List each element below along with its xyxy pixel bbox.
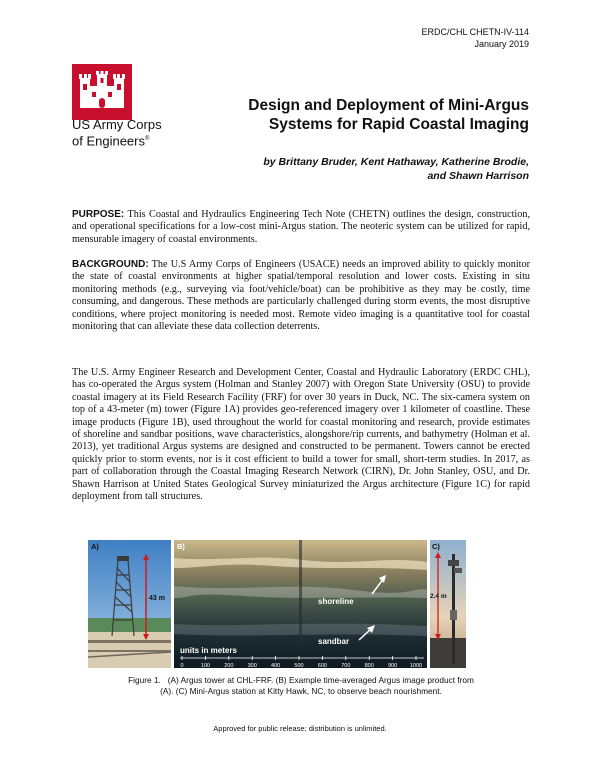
byline-line2: and Shawn Harrison xyxy=(427,170,529,182)
axis-tick-label: 100 xyxy=(200,663,210,668)
document-number: ERDC/CHL CHETN-IV-114 xyxy=(421,27,529,37)
axis-tick-label: 700 xyxy=(341,663,351,668)
title-line1: Design and Deployment of Mini-Argus xyxy=(248,97,529,114)
byline xyxy=(209,155,529,183)
org-name-line2: of Engineers xyxy=(72,133,145,149)
background-text: The U.S Army Corps of Engineers (USACE) needs an improved ability to quickly monitor the state of coastal environments at higher spatial/temporal resolution and lower costs. Existing in situ monitoring methods (e.g., surveying via foot/vehicle/boat) can be prohibitive as they may be costly, time consuming, and dangerous. These methods are particularly challenged during storm events, the most disruptive conditions, where project monitoring is needed most. Remote video imaging is a quantitative tool for coastal monitoring that can alleviate these data collection deterrents. xyxy=(72,259,530,333)
panel-a-label: A) xyxy=(91,542,99,551)
axis-tick-label: 500 xyxy=(294,663,304,668)
purpose-heading: PURPOSE: xyxy=(72,209,125,220)
figure-caption xyxy=(72,675,530,697)
org-name xyxy=(72,118,162,148)
mini-argus-photo xyxy=(430,540,466,668)
title-line2: Systems for Rapid Coastal Imaging xyxy=(268,116,529,133)
axis-tick-label: 400 xyxy=(271,663,281,668)
station-height-label: 2.4 m xyxy=(430,593,447,600)
castle-icon xyxy=(72,64,132,120)
axis-tick-label: 300 xyxy=(247,663,257,668)
byline-line1: by Brittany Bruder, Kent Hathaway, Katherine Brodie, xyxy=(263,156,529,168)
figure-1 xyxy=(88,540,466,668)
shoreline-label: shoreline xyxy=(318,597,354,606)
axis-tick-label: 0 xyxy=(180,663,184,668)
panel-c-label: C) xyxy=(432,542,440,551)
figure-panel-c xyxy=(430,540,466,668)
org-name-line1: US Army Corps xyxy=(72,117,162,132)
sandbar-label: sandbar xyxy=(318,637,350,646)
registered-mark: ® xyxy=(145,136,150,142)
axis-tick-label: 1000 xyxy=(409,663,423,668)
purpose-paragraph xyxy=(72,209,530,246)
purpose-text: This Coastal and Hydraulics Engineering Tech Note (CHETN) outlines the design, construction, and operational specifications for a low-cost mini-Argus station. The neoteric system can be utilized for rapid, mensurable imagery of coastal environments. xyxy=(72,209,530,245)
axis-tick-label: 800 xyxy=(364,663,374,668)
page-title xyxy=(189,96,529,134)
panel-b-label: B) xyxy=(177,542,185,551)
document-date: January 2019 xyxy=(474,39,529,49)
document-header xyxy=(421,26,529,50)
distribution-statement: Approved for public release; distribution is unlimited. xyxy=(213,724,387,733)
castle-logo xyxy=(72,64,132,120)
axis-tick-label: 200 xyxy=(224,663,234,668)
caption-line2: (A). (C) Mini-Argus station at Kitty Hawk, NC, to observe beach nourishment. xyxy=(160,686,442,696)
tower-height-label: 43 m xyxy=(149,595,165,602)
timex-image xyxy=(174,540,427,668)
body-paragraph: The U.S. Army Engineer Research and Development Center, Coastal and Hydraulic Laboratory (ERDC CHL), has co-operated the Argus system (Holman and Stanley 2007) with Oregon State University (OSU) to provide coastal imagery at its Field Research Facility (FRF) for over 30 years in Duck, NC. The six-camera system on top of a 43-meter (m) tower (Figure 1A) provides geo-referenced imagery over 1 kilometer of coastline. These image products (Figure 1B), used throughout the world for coastal monitoring and research, provide estimates of shoreline and sandbar positions, wave characteristics, alongshore/rip currents, and bathymetry (Holman et al. 2013), yet traditional Argus systems are designed and constructed to be permanent. Towers cannot be erected quickly prior to storm events, nor is it cost efficient to build a tower for small, short-term studies. In 2017, as part of collaboration through the Coastal Imaging Research Network (CIRN), Dr. John Stanley, OSU, and Dr. Shawn Harrison at United States Geological Survey miniaturized the Argus architecture (Figure 1C) for rapid deployment from tall structures. xyxy=(72,367,530,503)
caption-line1: Figure 1. (A) Argus tower at CHL-FRF. (B) Example time-averaged Argus image product from xyxy=(128,675,474,685)
units-label: units in meters xyxy=(180,646,237,655)
axis-tick-label: 900 xyxy=(388,663,398,668)
background-paragraph xyxy=(72,259,530,333)
axis-tick-label: 600 xyxy=(317,663,327,668)
background-heading: BACKGROUND: xyxy=(72,259,149,270)
argus-tower-photo xyxy=(88,540,171,668)
figure-panel-b xyxy=(174,540,427,668)
figure-panel-a xyxy=(88,540,171,668)
